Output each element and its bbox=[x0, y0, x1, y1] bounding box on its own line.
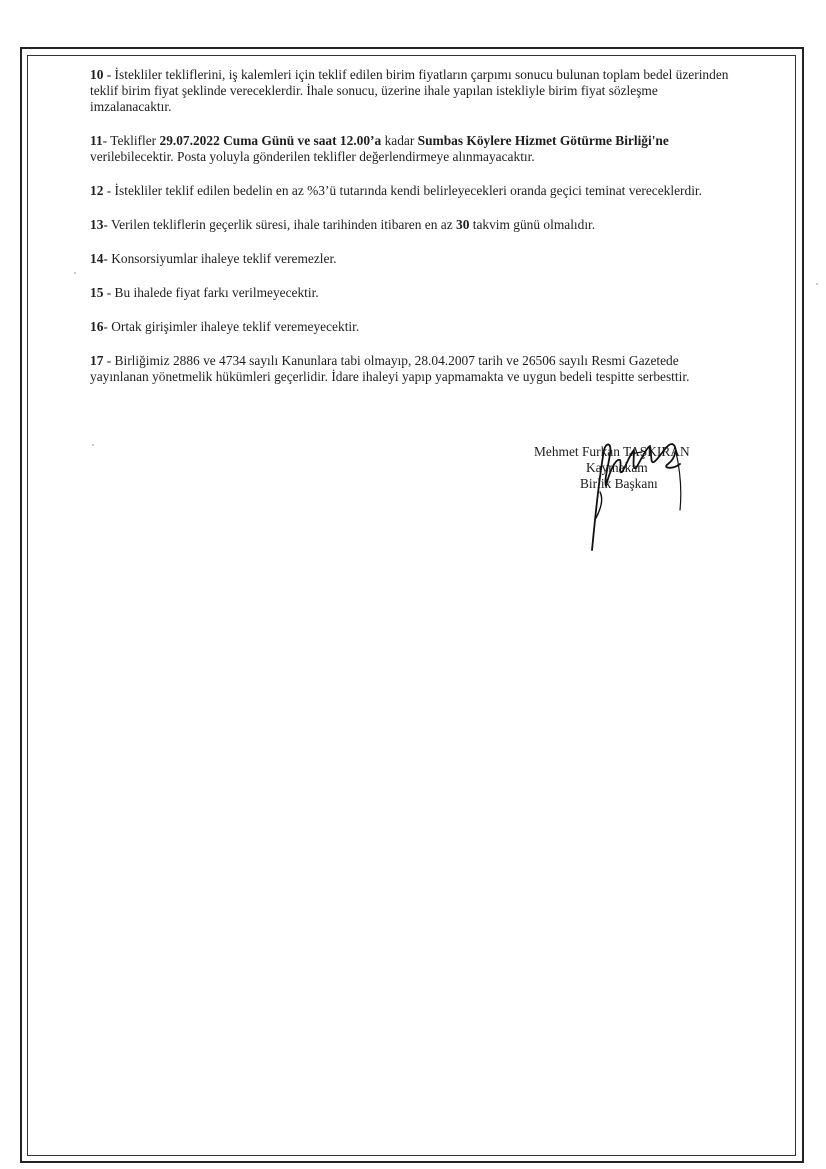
scan-speck bbox=[74, 272, 76, 274]
clause-number: 14 bbox=[90, 251, 104, 266]
clause-number: 16 bbox=[90, 319, 104, 334]
clause-15: 15 - Bu ihalede fiyat farkı verilmeyecektir. bbox=[90, 285, 319, 300]
clause-text: İstekliler teklif edilen bedelin en az %3’ü tutarında kendi belirleyecekleri oranda geçici teminat vereceklerdir. bbox=[114, 183, 702, 198]
clause-number: 12 bbox=[90, 183, 104, 198]
clause-16: 16- Ortak girişimler ihaleye teklif veremeyecektir. bbox=[90, 319, 360, 334]
signature-block bbox=[500, 440, 740, 560]
clause-text: İstekliler tekliflerini, iş kalemleri için teklif edilen birim fiyatların çarpımı sonucu bulunan toplam bedel üzerinden teklif birim fiyat şeklinde vereceklerdir. İhale sonucu, üzerine ihale yapılan istekliyle birim fiyat sözleşme imzalanacaktır. bbox=[90, 67, 729, 114]
clause-13: 13- Verilen tekliflerin geçerlik süresi, ihale tarihinden itibaren en az 30 takvim günü olmalıdır. bbox=[90, 217, 596, 232]
clause-text: Konsorsiyumlar ihaleye teklif veremezler. bbox=[111, 251, 337, 266]
clause-number: 11 bbox=[90, 133, 103, 148]
scan-speck bbox=[816, 283, 818, 285]
clause-number: 13 bbox=[90, 217, 104, 232]
signatory-role: Birlik Başkanı bbox=[580, 476, 658, 491]
signatory-name: Mehmet Furkan TAŞKIRAN bbox=[534, 444, 690, 459]
clause-11: 11- Teklifler 29.07.2022 Cuma Günü ve saat 12.00’a kadar Sumbas Köylere Hizmet Götürme Birliği'ne verilebilecektir. Posta yoluyla gönderilen teklifler değerlendirmeye alınmayacaktır. bbox=[90, 133, 669, 164]
clause-12: 12 - İstekliler teklif edilen bedelin en az %3’ü tutarında kendi belirleyecekleri oranda geçici teminat vereceklerdir. bbox=[90, 183, 702, 198]
signatory-title: Kaymakam bbox=[586, 460, 648, 475]
clause-text: Bu ihalede fiyat farkı verilmeyecektir. bbox=[114, 285, 319, 300]
clause-number: 10 bbox=[90, 67, 104, 82]
clause-number: 17 bbox=[90, 353, 104, 368]
clause-text: Ortak girişimler ihaleye teklif veremeyecektir. bbox=[111, 319, 360, 334]
clause-14: 14- Konsorsiyumlar ihaleye teklif veremezler. bbox=[90, 251, 337, 266]
clause-17: 17 - Birliğimiz 2886 ve 4734 sayılı Kanunlara tabi olmayıp, 28.04.2007 tarih ve 26506 sayılı Resmi Gazetede yayınlanan yönetmelik hükümleri geçerlidir. İdare ihaleyi yapıp yapmamakta ve uygun bedeli tespitte serbesttir. bbox=[90, 353, 690, 384]
clause-10: 10 - İstekliler tekliflerini, iş kalemleri için teklif edilen birim fiyatların çarpımı sonucu bulunan toplam bedel üzerinden teklif birim fiyat şeklinde vereceklerdir. İhale sonucu, üzerine ihale yapılan istekliyle birim fiyat sözleşme imzalanacaktır. bbox=[90, 67, 729, 114]
clause-number: 15 bbox=[90, 285, 104, 300]
scan-speck bbox=[92, 444, 94, 446]
clause-text: Birliğimiz 2886 ve 4734 sayılı Kanunlara tabi olmayıp, 28.04.2007 tarih ve 26506 sayılı Resmi Gazetede yayınlanan yönetmelik hükümleri geçerlidir. İdare ihaleyi yapıp yapmamakta ve uygun bedeli tespitte serbesttir. bbox=[90, 353, 690, 384]
deadline-date: 29.07.2022 Cuma Günü ve saat 12.00’a bbox=[159, 133, 382, 148]
validity-days: 30 bbox=[456, 217, 470, 232]
handwritten-signature bbox=[500, 440, 740, 560]
organization-name: Sumbas Köylere Hizmet Götürme Birliği'ne bbox=[417, 133, 669, 148]
document-body bbox=[90, 64, 730, 403]
